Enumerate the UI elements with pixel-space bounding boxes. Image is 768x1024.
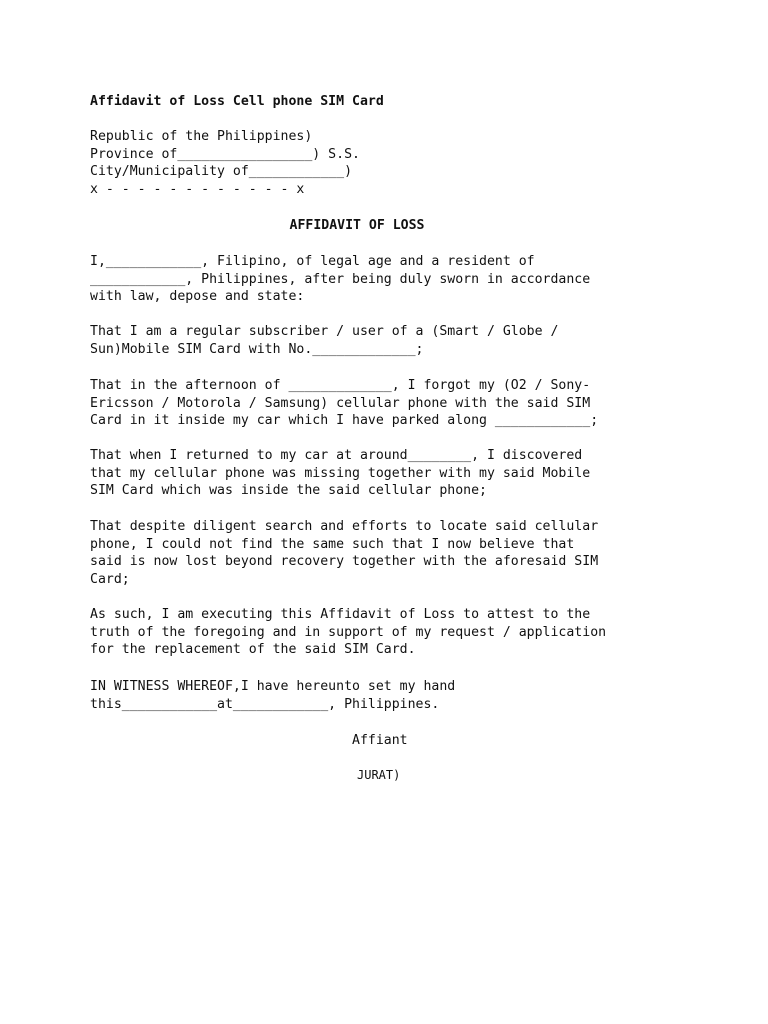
paragraph-line: Sun)Mobile SIM Card with No._____________; xyxy=(90,341,424,357)
paragraph-witness xyxy=(90,678,690,713)
paragraph-line: SIM Card which was inside the said cellular phone; xyxy=(90,483,487,499)
paragraph-line: IN WITNESS WHEREOF,I have hereunto set my hand xyxy=(90,679,456,694)
paragraph-discovered-missing xyxy=(90,447,690,500)
paragraph-line: That when I returned to my car at around________, I discovered xyxy=(90,448,583,463)
paragraph-identity xyxy=(90,253,690,306)
paragraph-line: Card; xyxy=(90,571,130,587)
paragraph-forgot-phone xyxy=(90,377,690,430)
paragraph-line: That in the afternoon of _____________, I forgot my (O2 / Sony- xyxy=(90,378,591,393)
paragraph-line: That I am a regular subscriber / user of a (Smart / Globe / xyxy=(90,324,559,339)
paragraph-line: Ericsson / Motorola / Samsung) cellular phone with the said SIM xyxy=(90,395,591,411)
venue-line: Republic of the Philippines) xyxy=(90,129,313,144)
venue-line: x - - - - - - - - - - - - x xyxy=(90,181,305,197)
document-title: Affidavit of Loss Cell phone SIM Card xyxy=(90,94,384,109)
jurat-label: JURAT) xyxy=(357,768,401,782)
paragraph-line: phone, I could not find the same such that I now believe that xyxy=(90,536,575,552)
paragraph-line: said is now lost beyond recovery together with the aforesaid SIM xyxy=(90,554,599,570)
paragraph-line: That despite diligent search and efforts to locate said cellular xyxy=(90,519,599,534)
paragraph-subscriber xyxy=(90,323,690,358)
paragraph-line: with law, depose and state: xyxy=(90,289,305,305)
venue-block xyxy=(90,128,690,198)
paragraph-line: that my cellular phone was missing together with my said Mobile xyxy=(90,465,591,481)
venue-line: Province of_________________) S.S. xyxy=(90,146,360,162)
paragraph-line: for the replacement of the said SIM Card. xyxy=(90,642,416,658)
paragraph-line: ____________, Philippines, after being duly sworn in accordance xyxy=(90,271,591,287)
paragraph-line: As such, I am executing this Affidavit of Loss to attest to the xyxy=(90,607,591,622)
paragraph-line: Card in it inside my car which I have parked along ____________; xyxy=(90,413,599,429)
paragraph-line: truth of the foregoing and in support of my request / application xyxy=(90,624,607,640)
paragraph-diligent-search xyxy=(90,518,690,588)
affiant-label: Affiant xyxy=(352,733,408,748)
paragraph-line: this____________at____________, Philippines. xyxy=(90,696,440,712)
venue-line: City/Municipality of____________) xyxy=(90,164,353,180)
paragraph-executing xyxy=(90,606,690,659)
paragraph-line: I,____________, Filipino, of legal age and a resident of xyxy=(90,254,535,269)
affidavit-heading: AFFIDAVIT OF LOSS xyxy=(289,218,425,233)
